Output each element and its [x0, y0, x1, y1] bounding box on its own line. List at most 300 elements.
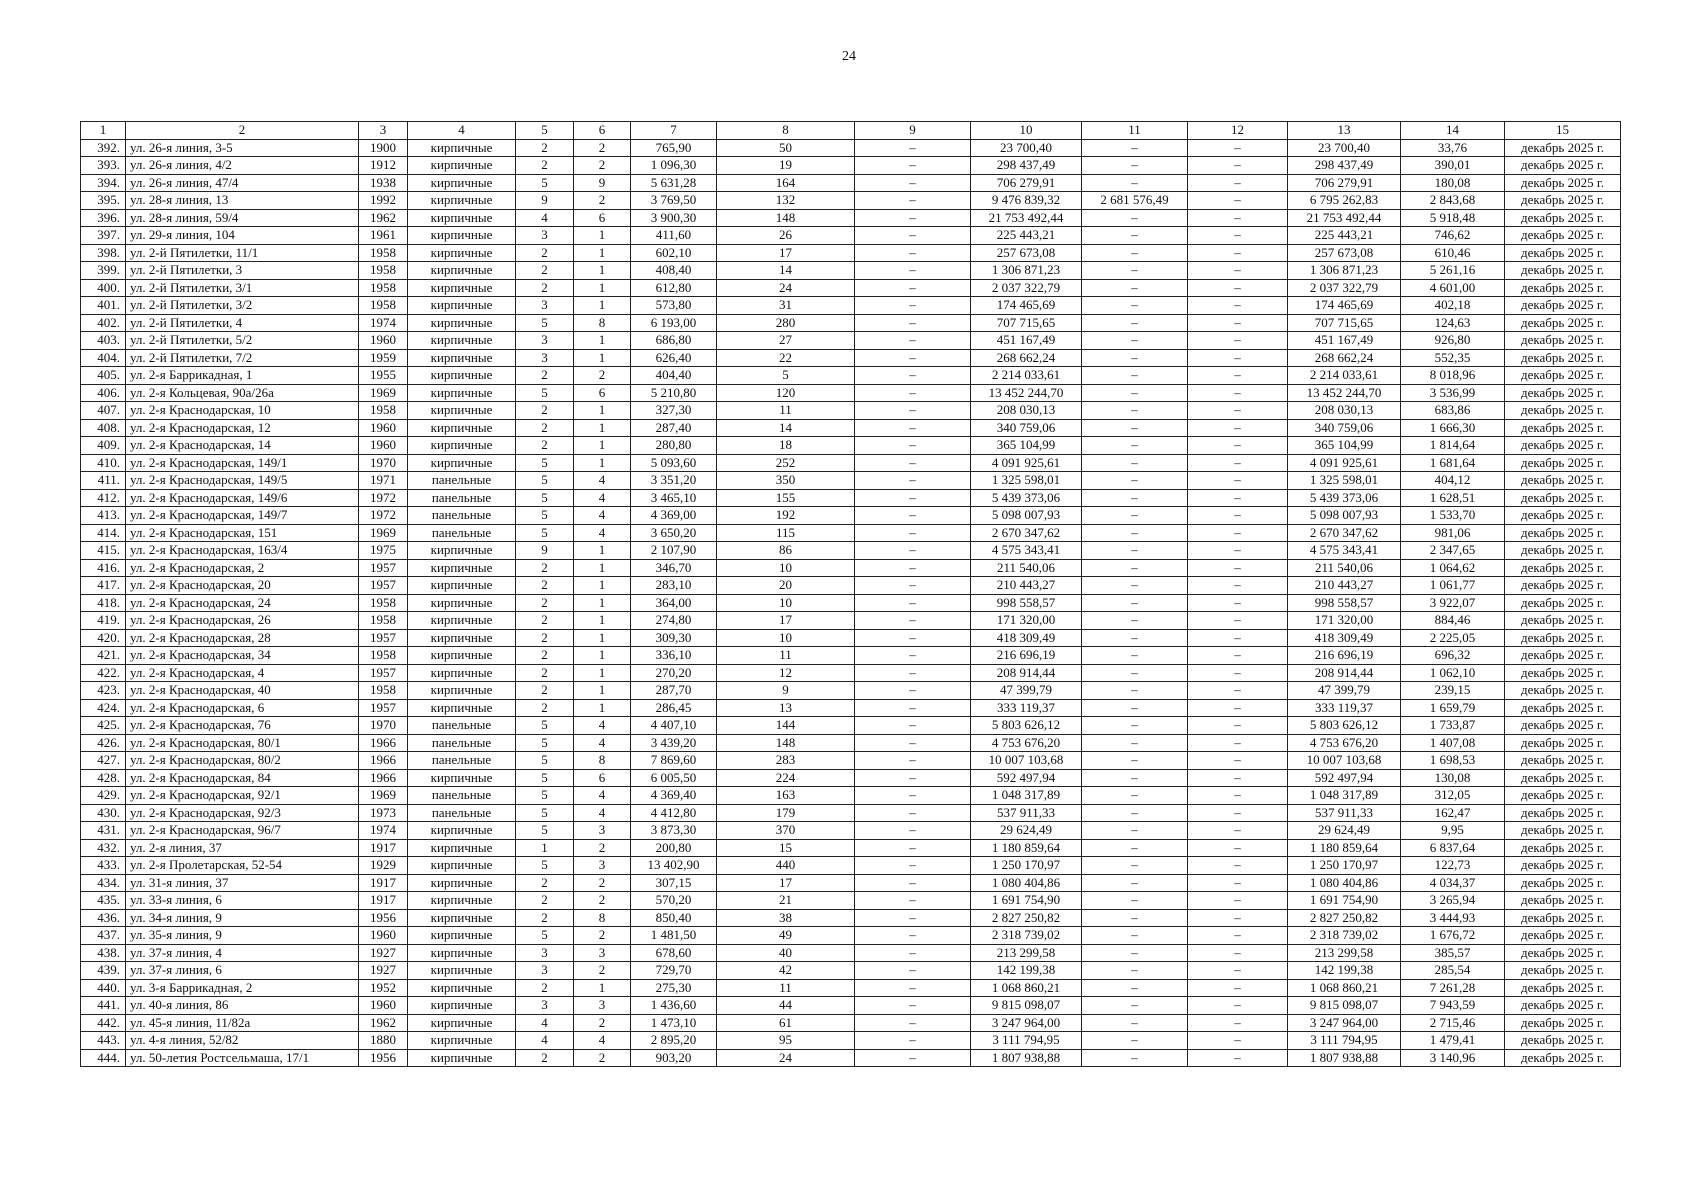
cell-col-13: 171 320,00: [1288, 612, 1401, 630]
cell-col-11: –: [1082, 559, 1188, 577]
cell-entrances: 4: [574, 734, 631, 752]
cell-col-10: 213 299,58: [971, 944, 1082, 962]
cell-row-number: 417.: [81, 577, 126, 595]
cell-col-14: 1 061,77: [1401, 577, 1505, 595]
cell-col-10: 4 753 676,20: [971, 734, 1082, 752]
cell-col-12: –: [1188, 174, 1288, 192]
cell-col-11: –: [1082, 209, 1188, 227]
cell-year-built: 1958: [359, 612, 408, 630]
cell-col-11: –: [1082, 997, 1188, 1015]
cell-col-14: 9,95: [1401, 822, 1505, 840]
cell-address: ул. 2-я Краснодарская, 28: [126, 629, 359, 647]
cell-entrances: 6: [574, 209, 631, 227]
cell-address: ул. 2-я Краснодарская, 24: [126, 594, 359, 612]
cell-deadline: декабрь 2025 г.: [1505, 419, 1621, 437]
cell-col-13: 4 753 676,20: [1288, 734, 1401, 752]
cell-col-13: 5 098 007,93: [1288, 507, 1401, 525]
cell-entrances: 9: [574, 174, 631, 192]
cell-col-11: –: [1082, 874, 1188, 892]
cell-col-11: –: [1082, 682, 1188, 700]
cell-col-13: 13 452 244,70: [1288, 384, 1401, 402]
cell-wall-material: кирпичные: [408, 419, 516, 437]
cell-address: ул. 2-я линия, 37: [126, 839, 359, 857]
cell-col-9: –: [855, 874, 971, 892]
cell-col-10: 1 068 860,21: [971, 979, 1082, 997]
cell-col-13: 2 827 250,82: [1288, 909, 1401, 927]
cell-col-9: –: [855, 524, 971, 542]
cell-area: 4 369,40: [631, 787, 717, 805]
cell-year-built: 1957: [359, 699, 408, 717]
cell-floors: 2: [516, 139, 574, 157]
cell-residents: 31: [717, 297, 855, 315]
cell-entrances: 2: [574, 192, 631, 210]
cell-col-14: 683,86: [1401, 402, 1505, 420]
cell-entrances: 4: [574, 804, 631, 822]
table-row: [81, 577, 1621, 595]
cell-col-10: 451 167,49: [971, 332, 1082, 350]
table-row: [81, 174, 1621, 192]
cell-col-9: –: [855, 577, 971, 595]
cell-col-14: 130,08: [1401, 769, 1505, 787]
cell-area: 4 412,80: [631, 804, 717, 822]
table-row: [81, 769, 1621, 787]
cell-col-12: –: [1188, 717, 1288, 735]
cell-floors: 5: [516, 822, 574, 840]
cell-col-11: –: [1082, 279, 1188, 297]
cell-address: ул. 2-я Кольцевая, 90а/26а: [126, 384, 359, 402]
cell-floors: 2: [516, 367, 574, 385]
cell-wall-material: кирпичные: [408, 997, 516, 1015]
cell-floors: 5: [516, 927, 574, 945]
cell-floors: 3: [516, 297, 574, 315]
cell-entrances: 4: [574, 787, 631, 805]
cell-address: ул. 3-я Баррикадная, 2: [126, 979, 359, 997]
table-row: [81, 822, 1621, 840]
cell-deadline: декабрь 2025 г.: [1505, 979, 1621, 997]
cell-address: ул. 2-й Пятилетки, 4: [126, 314, 359, 332]
cell-floors: 2: [516, 612, 574, 630]
cell-address: ул. 2-я Краснодарская, 76: [126, 717, 359, 735]
cell-area: 307,15: [631, 874, 717, 892]
cell-deadline: декабрь 2025 г.: [1505, 734, 1621, 752]
cell-floors: 2: [516, 629, 574, 647]
table-row: [81, 682, 1621, 700]
cell-wall-material: кирпичные: [408, 157, 516, 175]
cell-col-9: –: [855, 1032, 971, 1050]
cell-year-built: 1971: [359, 472, 408, 490]
table-row: [81, 664, 1621, 682]
cell-col-10: 2 214 033,61: [971, 367, 1082, 385]
table-row: [81, 839, 1621, 857]
cell-area: 2 107,90: [631, 542, 717, 560]
cell-row-number: 435.: [81, 892, 126, 910]
cell-year-built: 1974: [359, 822, 408, 840]
cell-col-9: –: [855, 419, 971, 437]
cell-area: 729,70: [631, 962, 717, 980]
cell-col-14: 2 225,05: [1401, 629, 1505, 647]
cell-floors: 5: [516, 804, 574, 822]
cell-col-14: 1 666,30: [1401, 419, 1505, 437]
cell-residents: 224: [717, 769, 855, 787]
cell-col-12: –: [1188, 542, 1288, 560]
cell-col-9: –: [855, 472, 971, 490]
cell-col-13: 174 465,69: [1288, 297, 1401, 315]
cell-residents: 44: [717, 997, 855, 1015]
cell-residents: 49: [717, 927, 855, 945]
cell-address: ул. 37-я линия, 6: [126, 962, 359, 980]
table-row: [81, 559, 1621, 577]
cell-year-built: 1958: [359, 647, 408, 665]
cell-address: ул. 2-я Краснодарская, 40: [126, 682, 359, 700]
cell-col-14: 3 444,93: [1401, 909, 1505, 927]
cell-row-number: 425.: [81, 717, 126, 735]
cell-col-12: –: [1188, 682, 1288, 700]
cell-col-9: –: [855, 332, 971, 350]
cell-area: 327,30: [631, 402, 717, 420]
cell-col-12: –: [1188, 647, 1288, 665]
cell-col-14: 1 814,64: [1401, 437, 1505, 455]
cell-address: ул. 2-я Краснодарская, 34: [126, 647, 359, 665]
cell-col-10: 706 279,91: [971, 174, 1082, 192]
cell-col-10: 1 048 317,89: [971, 787, 1082, 805]
cell-area: 287,40: [631, 419, 717, 437]
cell-entrances: 2: [574, 839, 631, 857]
cell-col-11: –: [1082, 839, 1188, 857]
cell-deadline: декабрь 2025 г.: [1505, 699, 1621, 717]
cell-entrances: 3: [574, 857, 631, 875]
cell-area: 309,30: [631, 629, 717, 647]
cell-deadline: декабрь 2025 г.: [1505, 769, 1621, 787]
cell-residents: 10: [717, 629, 855, 647]
cell-deadline: декабрь 2025 г.: [1505, 262, 1621, 280]
cell-col-9: –: [855, 402, 971, 420]
cell-col-9: –: [855, 192, 971, 210]
cell-area: 1 481,50: [631, 927, 717, 945]
cell-area: 612,80: [631, 279, 717, 297]
cell-col-11: –: [1082, 857, 1188, 875]
cell-address: ул. 4-я линия, 52/82: [126, 1032, 359, 1050]
cell-row-number: 392.: [81, 139, 126, 157]
cell-col-9: –: [855, 542, 971, 560]
cell-area: 275,30: [631, 979, 717, 997]
cell-col-14: 4 034,37: [1401, 874, 1505, 892]
cell-deadline: декабрь 2025 г.: [1505, 857, 1621, 875]
cell-col-9: –: [855, 804, 971, 822]
cell-year-built: 1958: [359, 682, 408, 700]
cell-year-built: 1992: [359, 192, 408, 210]
table-row: [81, 367, 1621, 385]
cell-col-9: –: [855, 612, 971, 630]
cell-row-number: 421.: [81, 647, 126, 665]
cell-row-number: 398.: [81, 244, 126, 262]
cell-row-number: 423.: [81, 682, 126, 700]
cell-col-14: 1 698,53: [1401, 752, 1505, 770]
cell-residents: 155: [717, 489, 855, 507]
cell-row-number: 397.: [81, 227, 126, 245]
cell-residents: 50: [717, 139, 855, 157]
cell-deadline: декабрь 2025 г.: [1505, 402, 1621, 420]
cell-year-built: 1956: [359, 1049, 408, 1067]
cell-col-10: 1 691 754,90: [971, 892, 1082, 910]
cell-floors: 5: [516, 524, 574, 542]
cell-col-10: 216 696,19: [971, 647, 1082, 665]
cell-col-10: 268 662,24: [971, 349, 1082, 367]
cell-area: 3 900,30: [631, 209, 717, 227]
cell-address: ул. 2-я Пролетарская, 52-54: [126, 857, 359, 875]
cell-col-13: 1 180 859,64: [1288, 839, 1401, 857]
table-row: [81, 157, 1621, 175]
cell-floors: 3: [516, 227, 574, 245]
cell-entrances: 1: [574, 542, 631, 560]
cell-floors: 5: [516, 507, 574, 525]
cell-col-14: 6 837,64: [1401, 839, 1505, 857]
cell-wall-material: кирпичные: [408, 629, 516, 647]
table-row: [81, 997, 1621, 1015]
cell-col-14: 981,06: [1401, 524, 1505, 542]
cell-deadline: декабрь 2025 г.: [1505, 227, 1621, 245]
cell-entrances: 1: [574, 682, 631, 700]
cell-floors: 2: [516, 892, 574, 910]
cell-area: 3 769,50: [631, 192, 717, 210]
cell-col-9: –: [855, 227, 971, 245]
cell-col-12: –: [1188, 944, 1288, 962]
cell-col-12: –: [1188, 804, 1288, 822]
cell-col-14: 33,76: [1401, 139, 1505, 157]
column-header-2: 2: [126, 122, 359, 140]
cell-col-12: –: [1188, 962, 1288, 980]
cell-floors: 9: [516, 542, 574, 560]
table-row: [81, 507, 1621, 525]
cell-row-number: 436.: [81, 909, 126, 927]
cell-entrances: 8: [574, 909, 631, 927]
cell-col-11: –: [1082, 489, 1188, 507]
cell-col-14: 239,15: [1401, 682, 1505, 700]
cell-col-10: 208 914,44: [971, 664, 1082, 682]
cell-deadline: декабрь 2025 г.: [1505, 1049, 1621, 1067]
cell-year-built: 1975: [359, 542, 408, 560]
cell-col-13: 340 759,06: [1288, 419, 1401, 437]
cell-wall-material: кирпичные: [408, 437, 516, 455]
cell-area: 765,90: [631, 139, 717, 157]
cell-wall-material: кирпичные: [408, 174, 516, 192]
cell-row-number: 415.: [81, 542, 126, 560]
cell-residents: 148: [717, 734, 855, 752]
cell-deadline: декабрь 2025 г.: [1505, 507, 1621, 525]
cell-col-9: –: [855, 174, 971, 192]
cell-address: ул. 2-я Краснодарская, 96/7: [126, 822, 359, 840]
cell-wall-material: кирпичные: [408, 139, 516, 157]
cell-col-9: –: [855, 839, 971, 857]
table-row: [81, 542, 1621, 560]
cell-col-12: –: [1188, 997, 1288, 1015]
cell-col-14: 1 533,70: [1401, 507, 1505, 525]
cell-residents: 26: [717, 227, 855, 245]
table-row: [81, 944, 1621, 962]
cell-address: ул. 35-я линия, 9: [126, 927, 359, 945]
cell-year-built: 1917: [359, 874, 408, 892]
cell-residents: 61: [717, 1014, 855, 1032]
cell-col-10: 142 199,38: [971, 962, 1082, 980]
cell-year-built: 1900: [359, 139, 408, 157]
table-row: [81, 699, 1621, 717]
cell-col-10: 9 815 098,07: [971, 997, 1082, 1015]
cell-wall-material: панельные: [408, 524, 516, 542]
cell-year-built: 1929: [359, 857, 408, 875]
cell-col-14: 926,80: [1401, 332, 1505, 350]
cell-residents: 12: [717, 664, 855, 682]
cell-col-13: 2 670 347,62: [1288, 524, 1401, 542]
cell-row-number: 437.: [81, 927, 126, 945]
cell-col-11: –: [1082, 472, 1188, 490]
cell-floors: 2: [516, 402, 574, 420]
cell-col-9: –: [855, 454, 971, 472]
cell-wall-material: панельные: [408, 804, 516, 822]
cell-col-14: 1 628,51: [1401, 489, 1505, 507]
cell-col-13: 1 080 404,86: [1288, 874, 1401, 892]
cell-col-12: –: [1188, 297, 1288, 315]
cell-col-12: –: [1188, 629, 1288, 647]
cell-col-13: 1 325 598,01: [1288, 472, 1401, 490]
cell-address: ул. 34-я линия, 9: [126, 909, 359, 927]
cell-year-built: 1962: [359, 209, 408, 227]
cell-address: ул. 2-я Краснодарская, 80/2: [126, 752, 359, 770]
cell-area: 3 873,30: [631, 822, 717, 840]
cell-residents: 19: [717, 157, 855, 175]
cell-row-number: 393.: [81, 157, 126, 175]
cell-residents: 350: [717, 472, 855, 490]
cell-address: ул. 2-й Пятилетки, 7/2: [126, 349, 359, 367]
cell-wall-material: панельные: [408, 734, 516, 752]
cell-deadline: декабрь 2025 г.: [1505, 962, 1621, 980]
cell-wall-material: кирпичные: [408, 909, 516, 927]
cell-area: 404,40: [631, 367, 717, 385]
cell-col-11: –: [1082, 629, 1188, 647]
cell-col-10: 21 753 492,44: [971, 209, 1082, 227]
cell-col-12: –: [1188, 472, 1288, 490]
cell-residents: 17: [717, 244, 855, 262]
cell-col-14: 1 407,08: [1401, 734, 1505, 752]
cell-floors: 3: [516, 349, 574, 367]
cell-col-14: 3 922,07: [1401, 594, 1505, 612]
cell-col-14: 7 261,28: [1401, 979, 1505, 997]
table-row: [81, 804, 1621, 822]
cell-residents: 11: [717, 647, 855, 665]
cell-area: 1 096,30: [631, 157, 717, 175]
cell-col-11: –: [1082, 437, 1188, 455]
cell-col-13: 1 807 938,88: [1288, 1049, 1401, 1067]
cell-entrances: 4: [574, 717, 631, 735]
cell-row-number: 401.: [81, 297, 126, 315]
cell-col-10: 257 673,08: [971, 244, 1082, 262]
table-row: [81, 437, 1621, 455]
cell-col-10: 3 247 964,00: [971, 1014, 1082, 1032]
cell-floors: 5: [516, 314, 574, 332]
cell-col-10: 211 540,06: [971, 559, 1082, 577]
cell-residents: 14: [717, 262, 855, 280]
cell-residents: 22: [717, 349, 855, 367]
cell-col-10: 1 080 404,86: [971, 874, 1082, 892]
cell-col-13: 21 753 492,44: [1288, 209, 1401, 227]
housing-registry-table: [80, 121, 1621, 1067]
cell-wall-material: кирпичные: [408, 1014, 516, 1032]
cell-col-11: –: [1082, 962, 1188, 980]
cell-area: 5 210,80: [631, 384, 717, 402]
column-header-12: 12: [1188, 122, 1288, 140]
cell-floors: 5: [516, 384, 574, 402]
cell-address: ул. 45-я линия, 11/82а: [126, 1014, 359, 1032]
cell-col-13: 3 247 964,00: [1288, 1014, 1401, 1032]
cell-col-9: –: [855, 699, 971, 717]
cell-col-10: 174 465,69: [971, 297, 1082, 315]
cell-deadline: декабрь 2025 г.: [1505, 437, 1621, 455]
cell-entrances: 1: [574, 262, 631, 280]
cell-floors: 5: [516, 454, 574, 472]
cell-row-number: 396.: [81, 209, 126, 227]
cell-address: ул. 2-й Пятилетки, 3/2: [126, 297, 359, 315]
cell-row-number: 407.: [81, 402, 126, 420]
cell-col-12: –: [1188, 367, 1288, 385]
cell-row-number: 399.: [81, 262, 126, 280]
table-row: [81, 979, 1621, 997]
cell-deadline: декабрь 2025 г.: [1505, 612, 1621, 630]
column-header-15: 15: [1505, 122, 1621, 140]
cell-col-13: 1 691 754,90: [1288, 892, 1401, 910]
cell-floors: 2: [516, 979, 574, 997]
cell-residents: 24: [717, 279, 855, 297]
cell-col-13: 592 497,94: [1288, 769, 1401, 787]
cell-residents: 18: [717, 437, 855, 455]
cell-col-11: –: [1082, 892, 1188, 910]
cell-address: ул. 2-я Краснодарская, 12: [126, 419, 359, 437]
cell-address: ул. 2-я Баррикадная, 1: [126, 367, 359, 385]
cell-address: ул. 26-я линия, 3-5: [126, 139, 359, 157]
cell-col-11: –: [1082, 349, 1188, 367]
cell-row-number: 419.: [81, 612, 126, 630]
cell-col-13: 1 048 317,89: [1288, 787, 1401, 805]
cell-wall-material: кирпичные: [408, 227, 516, 245]
cell-col-13: 208 030,13: [1288, 402, 1401, 420]
cell-entrances: 1: [574, 699, 631, 717]
cell-col-11: –: [1082, 297, 1188, 315]
cell-col-11: –: [1082, 332, 1188, 350]
cell-area: 3 351,20: [631, 472, 717, 490]
column-header-11: 11: [1082, 122, 1188, 140]
cell-col-9: –: [855, 787, 971, 805]
cell-wall-material: кирпичные: [408, 892, 516, 910]
cell-row-number: 411.: [81, 472, 126, 490]
cell-year-built: 1974: [359, 314, 408, 332]
cell-row-number: 438.: [81, 944, 126, 962]
cell-address: ул. 2-я Краснодарская, 80/1: [126, 734, 359, 752]
cell-year-built: 1959: [359, 349, 408, 367]
cell-entrances: 1: [574, 979, 631, 997]
cell-wall-material: кирпичные: [408, 664, 516, 682]
cell-col-11: –: [1082, 419, 1188, 437]
cell-area: 283,10: [631, 577, 717, 595]
cell-entrances: 6: [574, 769, 631, 787]
cell-entrances: 1: [574, 437, 631, 455]
table-row: [81, 717, 1621, 735]
cell-year-built: 1972: [359, 507, 408, 525]
cell-col-11: –: [1082, 699, 1188, 717]
cell-col-9: –: [855, 909, 971, 927]
cell-col-14: 1 676,72: [1401, 927, 1505, 945]
cell-col-9: –: [855, 559, 971, 577]
cell-address: ул. 40-я линия, 86: [126, 997, 359, 1015]
cell-floors: 5: [516, 489, 574, 507]
cell-col-14: 162,47: [1401, 804, 1505, 822]
cell-wall-material: кирпичные: [408, 577, 516, 595]
